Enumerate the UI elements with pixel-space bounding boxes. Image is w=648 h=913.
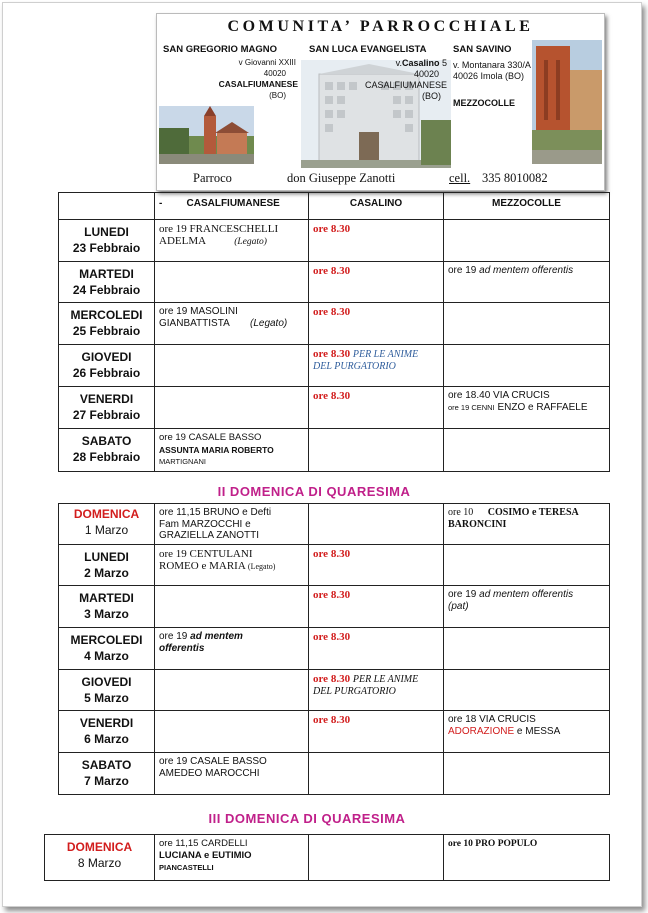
intention-time: ore 19 [448,588,477,600]
casalfiumanese-cell [155,220,309,262]
day-cell [59,303,155,345]
intention-line: COSIMO e TERESA [487,507,579,518]
intention-time: ore 10 [448,507,474,518]
mezzocolle-cell [444,752,610,794]
mass-time: ore 8.30 [313,306,351,318]
casalfiumanese-cell [155,387,309,429]
intention-text: offerentis [159,642,205,654]
section-title-ii-domenica: II DOMENICA DI QUARESIMA [217,484,411,499]
casalino-cell [309,429,444,472]
casalino-cell [309,669,444,710]
church-name: SAN GREGORIO MAGNO [163,44,278,55]
casalino-cell [309,262,444,303]
schedule-week-3 [44,834,610,881]
day-date: 5 Marzo [84,690,129,705]
legato-note: (Legato) [234,237,267,247]
casalfiumanese-cell [155,303,309,345]
table-row [59,429,610,472]
parroco-name: don Giuseppe Zanotti [287,171,396,185]
intention-line: ASSUNTA MARIA ROBERTO [159,445,274,455]
day-cell [59,627,155,669]
mezzocolle-cell [444,544,610,585]
schedule-week-1 [58,192,610,472]
day-name: SABATO [81,434,132,448]
day-name: MARTEDI [79,590,134,605]
intention-text: ad mentem [190,630,243,642]
mass-time: ore 8.30 [313,223,351,235]
address-street: Casalino [401,58,440,68]
intention-line: ROMEO e MARIA [159,559,246,572]
day-date: 8 Marzo [77,856,122,870]
mezzocolle-cell [444,669,610,710]
casalfiumanese-cell [155,544,309,585]
table-row [59,669,610,710]
header-day [59,193,155,220]
casalino-cell [309,504,444,545]
day-name: VENERDI [79,392,134,406]
mezzocolle-cell [444,303,610,345]
mezzocolle-cell: ore 10 PRO POPULO [444,835,610,881]
casalino-cell [309,303,444,345]
section-title-iii-domenica: III DOMENICA DI QUARESIMA [208,811,406,826]
via-crucis-line: ore 18.40 VIA CRUCIS [448,390,550,401]
table-row [59,303,610,345]
day-name: GIOVEDI [81,674,132,689]
day-name: MERCOLEDI [70,308,143,322]
intention-line: ore 11,15 BRUNO e Defti [159,507,272,518]
cell-label: cell. [449,171,471,185]
casalfiumanese-cell [155,262,309,303]
mass-time: ore 8.30 [313,265,351,277]
day-date: 24 Febbraio [72,283,141,297]
mezzocolle-cell [444,220,610,262]
table-header-row [59,193,610,220]
casalino-cell [309,710,444,752]
day-date: 26 Febbraio [72,366,141,380]
casalfiumanese-cell [155,627,309,669]
table-row [59,262,610,303]
mezzocolle-cell [444,262,610,303]
table-row [59,345,610,387]
table-row [59,710,610,752]
header-casalino: CASALINO [309,193,444,220]
header-dash: - [159,198,163,209]
church-town: CASALFIUMANESE [218,79,298,89]
parish-title: COMUNITA’ PARROCCHIALE [227,18,534,35]
day-name: LUNEDI [84,225,129,239]
church-photo-san-gregorio [159,106,254,164]
mass-time: ore 8.30 [313,630,351,643]
day-cell [45,835,155,881]
purgatorio-note: DEL PURGATORIO [313,361,396,372]
parish-header [156,13,605,191]
intention-line: AMEDEO MAROCCHI [159,767,260,779]
mass-time: ore 8.30 [313,672,351,685]
table-row [45,835,610,881]
day-name: GIOVEDI [81,350,132,364]
day-name: LUNEDI [84,549,129,564]
day-date: 6 Marzo [84,731,129,746]
day-cell [59,429,155,472]
table-row [59,504,610,545]
address-number: 5 [441,58,447,68]
intention-line: ore 19 CASALE BASSO [159,432,262,443]
day-cell [59,544,155,585]
church-cap: 40020 [263,69,286,78]
mezzocolle-cell [444,504,610,545]
day-cell [59,345,155,387]
day-cell [59,387,155,429]
day-name: DOMENICA [73,507,140,521]
church-photo-san-savino [532,40,602,164]
casalfiumanese-cell [155,345,309,387]
church-prov: (BO) [269,91,286,100]
day-cell [59,220,155,262]
church-san-luca-address [357,58,447,102]
day-cell [59,752,155,794]
intention-line: ore 19 CASALE BASSO [159,755,267,767]
casalfiumanese-cell [155,504,309,545]
purgatorio-note: DEL PURGATORIO [313,685,396,697]
casalino-cell [309,544,444,585]
day-date: 4 Marzo [84,648,129,663]
mass-time: ore 8.30 [313,390,351,402]
mezzocolle-cell [444,429,610,472]
casalino-cell [309,345,444,387]
mezzocolle-cell [444,627,610,669]
intention-line: ore 11,15 CARDELLI [159,838,248,849]
day-name: MERCOLEDI [70,632,143,647]
intention-line: BARONCINI [448,519,507,530]
church-name: SAN LUCA EVANGELISTA [309,44,427,55]
intention-line: ENZO e RAFFAELE [497,402,588,413]
casalfiumanese-cell [155,710,309,752]
church-prov: (BO) [422,91,441,101]
casalfiumanese-cell [155,752,309,794]
intention-text: ad mentem offerentis [479,588,574,600]
casalino-cell [309,835,444,881]
day-cell [59,585,155,627]
table-row [59,387,610,429]
header-mezzocolle: MEZZOCOLLE [444,193,610,220]
intention-line: GRAZIELLA ZANOTTI [159,530,260,541]
mezzocolle-cell [444,345,610,387]
header-label: CASALFIUMANESE [186,198,280,209]
table-row [59,752,610,794]
mass-time: ore 8.30 [313,547,351,560]
church-cap-town: 40026 Imola (BO) [453,71,525,81]
adorazione-label: ADORAZIONE [448,725,515,737]
casalino-cell [309,752,444,794]
intention-line: ore 19 CENTULANI [159,547,253,560]
day-name: DOMENICA [66,840,133,854]
day-date: 27 Febbraio [72,408,141,422]
casalfiumanese-cell [155,585,309,627]
church-san-gregorio [163,44,298,101]
mass-time: ore 8.30 [313,588,351,601]
legato-note: (Legato) [247,561,276,571]
intention-line: LUCIANA e EUTIMIO [159,850,252,861]
parroco-label: Parroco [193,171,232,185]
schedule-week-2 [58,503,610,795]
table-row [59,220,610,262]
casalfiumanese-cell [155,669,309,710]
church-address: v. Montanara 330/A [453,60,531,70]
casalfiumanese-cell [155,835,309,881]
church-town: MEZZOCOLLE [453,98,515,108]
mass-time: ore 8.30 [313,713,351,726]
intention-time: ore 19 [448,265,477,276]
intention-text: (pat) [448,600,469,612]
day-name: VENERDI [79,715,134,730]
table-row [59,544,610,585]
intention-line: MARTIGNANI [159,457,206,466]
purgatorio-note: PER LE ANIME [352,673,419,685]
legato-note: (Legato) [249,318,288,329]
table-row [59,627,610,669]
messa-label: e MESSA [516,725,561,737]
intention-line: Fam MARZOCCHI e [159,518,251,530]
mass-time: ore 8.30 [313,348,351,360]
day-date: 28 Febbraio [72,450,141,464]
day-date: 3 Marzo [84,606,129,621]
day-date: 7 Marzo [84,773,129,788]
casalino-cell [309,220,444,262]
casalino-cell [309,627,444,669]
intention-time: ore 19 [159,630,188,642]
intention-line: PIANCASTELLI [159,863,214,872]
church-name: SAN SAVINO [453,44,512,55]
cell-number: 335 8010082 [482,171,548,185]
church-address: v Giovanni XXIII [238,58,296,67]
day-name: MARTEDI [79,267,134,281]
day-date: 25 Febbraio [72,324,141,338]
mezzocolle-cell [444,585,610,627]
casalino-cell [309,387,444,429]
bulletin-page [2,2,642,907]
casalfiumanese-cell [155,429,309,472]
address-prefix: v. [395,58,402,68]
church-cap: 40020 [413,69,439,79]
via-crucis-line: ore 18 VIA CRUCIS [448,713,536,725]
header-casalfiumanese [155,193,309,220]
day-date: 2 Marzo [84,565,129,580]
mezzocolle-cell [444,387,610,429]
church-town: CASALFIUMANESE [364,80,447,90]
day-date: 1 Marzo [84,523,129,537]
purgatorio-note: PER LE ANIME [352,349,419,360]
intention-line: ore 19 FRANCESCHELLI [159,223,279,235]
intention-line: ADELMA [159,235,206,247]
day-cell [59,504,155,545]
day-date: 23 Febbraio [72,241,141,255]
mezzocolle-cell [444,710,610,752]
day-cell [59,669,155,710]
church-san-luca [309,44,449,55]
day-cell [59,710,155,752]
intention-line: ore 19 CENNI [448,403,495,412]
intention-text: ad mentem offerentis [479,265,574,276]
intention-line: GIANBATTISTA [159,318,230,329]
day-cell [59,262,155,303]
day-name: SABATO [81,757,132,772]
intention-line: ore 19 MASOLINI [159,306,238,317]
casalino-cell [309,585,444,627]
table-row [59,585,610,627]
